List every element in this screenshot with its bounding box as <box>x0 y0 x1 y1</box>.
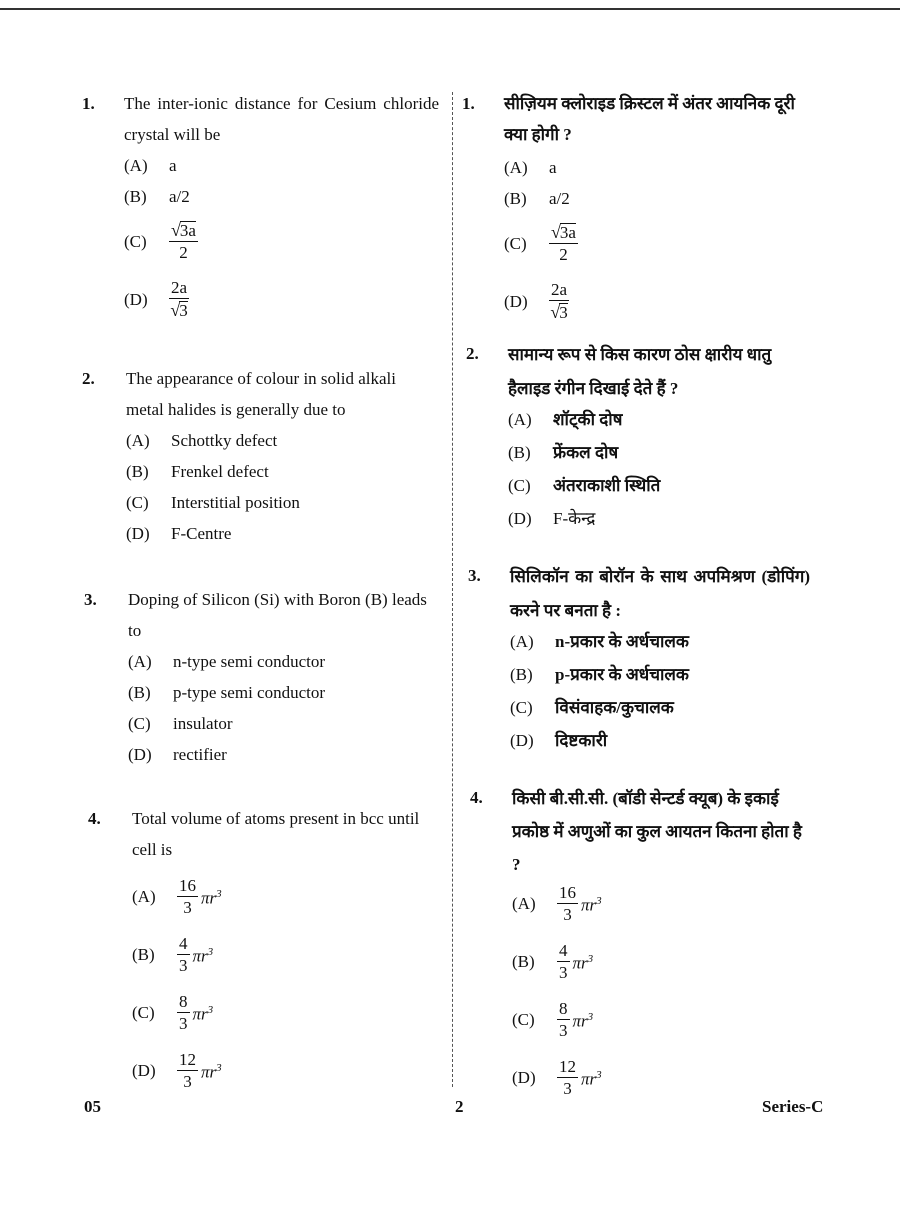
denominator: 3 <box>559 1020 568 1040</box>
pi-r: $\pi r^3$ <box>581 1068 602 1089</box>
option-label: (C) <box>132 1002 155 1022</box>
option-c[interactable] <box>126 487 300 518</box>
option-a[interactable] <box>512 874 602 932</box>
denominator: 2 <box>559 245 568 264</box>
fraction <box>177 935 190 974</box>
option-a[interactable] <box>508 404 660 437</box>
question-number: 3. <box>468 566 481 585</box>
option-label: (B) <box>128 683 151 702</box>
option-c[interactable] <box>128 708 325 739</box>
option-b[interactable] <box>132 925 222 983</box>
option-c[interactable] <box>512 990 602 1048</box>
fraction: 2a √ 3 <box>550 280 568 322</box>
question-number: 2. <box>82 369 95 388</box>
option-label: (A) <box>126 431 150 450</box>
option-d[interactable] <box>124 270 198 328</box>
numerator: 3a <box>559 223 576 242</box>
numerator: 3a <box>179 221 196 240</box>
series-label: Series-C <box>762 1097 824 1116</box>
option-a[interactable] <box>504 152 578 183</box>
option-text: rectifier <box>173 745 227 764</box>
denominator: 3 <box>183 897 192 917</box>
option-label: (C) <box>508 476 531 495</box>
denominator: 3 <box>183 1071 192 1091</box>
pi-r: $\pi r^3$ <box>572 952 594 973</box>
option-text: शॉट्की दोष <box>553 410 623 429</box>
option-d[interactable] <box>128 739 325 770</box>
option-label: (B) <box>510 665 533 684</box>
option-text: a/2 <box>549 189 570 208</box>
numerator: 4 <box>179 933 188 953</box>
option-a[interactable] <box>124 150 198 181</box>
numerator: 12 <box>559 1056 576 1076</box>
pi-r: $\pi r^3$ <box>201 887 222 908</box>
numerator: 16 <box>179 875 196 895</box>
top-rule <box>0 8 900 10</box>
option-b[interactable] <box>512 932 602 990</box>
options <box>504 152 578 330</box>
option-c[interactable] <box>504 214 578 272</box>
option-label: (B) <box>132 944 155 964</box>
option-label: (B) <box>504 189 527 208</box>
question-number: 3. <box>84 590 97 609</box>
option-c[interactable] <box>510 692 689 725</box>
option-b[interactable] <box>126 456 300 487</box>
option-text: Frenkel defect <box>171 462 269 481</box>
options <box>124 150 198 328</box>
option-d[interactable] <box>132 1041 222 1099</box>
option-a[interactable] <box>132 867 222 925</box>
numerator: 16 <box>559 882 576 902</box>
options <box>512 874 602 1106</box>
option-text: Interstitial position <box>171 493 300 512</box>
option-label: (A) <box>132 886 156 906</box>
option-text: insulator <box>173 714 233 733</box>
denominator: 3 <box>563 904 572 924</box>
option-d[interactable] <box>512 1048 602 1106</box>
fraction <box>557 942 570 981</box>
option-label: (A) <box>124 156 148 175</box>
option-text: फ्रेंकल दोष <box>553 443 619 462</box>
option-text: विसंवाहक/कुचालक <box>555 698 674 717</box>
option-label: (B) <box>126 462 149 481</box>
option-label: (C) <box>504 233 527 253</box>
column-divider <box>452 92 453 1087</box>
fraction <box>177 877 198 916</box>
denominator: 3 <box>559 303 568 322</box>
option-label: (B) <box>512 951 535 971</box>
question-text: सीज़ियम क्लोराइड क्रिस्टल में अंतर आयनिक दूरी क्या होगी ? <box>504 94 795 144</box>
option-label: (D) <box>510 731 534 750</box>
fraction <box>557 1058 578 1097</box>
option-text: n-type semi conductor <box>173 652 326 671</box>
option-text: n-प्रकार के अर्धचालक <box>555 632 689 651</box>
option-text: Schottky defect <box>171 431 278 450</box>
option-d[interactable] <box>510 725 689 758</box>
fraction: √ 3a 2 <box>551 222 576 264</box>
pi-r: $\pi r^3$ <box>201 1061 222 1082</box>
option-text: a <box>169 156 177 175</box>
option-label: (D) <box>512 1067 536 1087</box>
option-text: F-Centre <box>171 524 232 543</box>
options <box>128 646 325 770</box>
option-label: (D) <box>124 289 148 309</box>
option-label: (B) <box>124 187 147 206</box>
option-text: p-प्रकार के अर्धचालक <box>555 665 689 684</box>
option-text: a <box>549 158 557 177</box>
option-label: (C) <box>128 714 151 733</box>
question-text: Total volume of atoms present in bcc until cell is <box>132 809 420 859</box>
question-text: किसी बी.सी.सी. (बॉडी सेन्टर्ड क्यूब) के इकाई प्रकोष्ठ में अणुओं का कुल आयतन कितना होता है ? <box>512 789 802 874</box>
fraction <box>557 1000 570 1039</box>
option-d[interactable] <box>508 503 660 536</box>
numerator: 8 <box>179 991 188 1011</box>
question-text: सामान्य रूप से किस कारण ठोस क्षारीय धातु हैलाइड रंगीन दिखाई देते हैं ? <box>508 345 772 398</box>
option-b[interactable] <box>128 677 325 708</box>
option-label: (C) <box>512 1009 535 1029</box>
option-a[interactable] <box>126 425 300 456</box>
option-text: F-केन्द्र <box>553 509 596 528</box>
options <box>132 867 222 1099</box>
option-b[interactable] <box>510 659 689 692</box>
options <box>510 626 689 758</box>
option-text: p-type semi conductor <box>173 683 326 702</box>
option-label: (A) <box>508 410 532 429</box>
option-text: अंतराकाशी स्थिति <box>553 476 661 495</box>
question-text: The inter-ionic distance for Cesium chloride crystal will be <box>124 94 439 144</box>
booklet-code: 05 <box>84 1097 101 1116</box>
denominator: 2 <box>179 243 188 262</box>
option-label: (D) <box>128 745 152 764</box>
option-b[interactable] <box>124 181 198 212</box>
option-label: (A) <box>128 652 152 671</box>
question-number: 1. <box>82 94 95 113</box>
fraction <box>177 1051 198 1090</box>
option-label: (C) <box>126 493 149 512</box>
option-label: (A) <box>510 632 534 651</box>
question-text: सिलिकॉन का बोरॉन के साथ अपमिश्रण (डोपिंग) करने पर बनता है : <box>510 567 810 620</box>
denominator: 3 <box>179 1013 188 1033</box>
fraction: 2a √ 3 <box>170 278 188 320</box>
question-number: 1. <box>462 94 475 113</box>
question-number: 4. <box>88 809 101 828</box>
pi-r: $\pi r^3$ <box>581 894 602 915</box>
question-text: Doping of Silicon (Si) with Boron (B) leads to <box>128 590 427 640</box>
fraction: √ 3a 2 <box>171 220 196 262</box>
option-label: (B) <box>508 443 531 462</box>
denominator: 3 <box>179 301 188 320</box>
option-label: (D) <box>126 524 150 543</box>
option-a[interactable] <box>510 626 689 659</box>
option-text: a/2 <box>169 187 190 206</box>
question-number: 4. <box>470 788 483 807</box>
option-label: (C) <box>510 698 533 717</box>
option-a[interactable] <box>128 646 325 677</box>
option-c[interactable] <box>124 212 198 270</box>
options <box>126 425 300 549</box>
numerator: 2a <box>171 278 188 297</box>
option-c[interactable] <box>132 983 222 1041</box>
numerator: 2a <box>551 280 568 299</box>
question-text: The appearance of colour in solid alkali metal halides is generally due to <box>126 369 396 419</box>
denominator: 3 <box>559 962 568 982</box>
denominator: 3 <box>179 955 188 975</box>
question-number: 2. <box>466 344 479 363</box>
fraction <box>177 993 190 1032</box>
numerator: 4 <box>559 940 568 960</box>
option-text: दिष्टकारी <box>555 731 608 750</box>
denominator: 3 <box>563 1078 572 1098</box>
option-label: (C) <box>124 231 147 251</box>
option-d[interactable] <box>126 518 300 549</box>
pi-r: $\pi r^3$ <box>192 945 214 966</box>
page-number: 2 <box>455 1097 464 1116</box>
numerator: 12 <box>179 1049 196 1069</box>
option-label: (D) <box>504 291 528 311</box>
pi-r: $\pi r^3$ <box>572 1010 594 1031</box>
option-label: (D) <box>132 1060 156 1080</box>
option-label: (A) <box>504 158 528 177</box>
option-b[interactable] <box>508 437 660 470</box>
option-d[interactable] <box>504 272 578 330</box>
option-label: (D) <box>508 509 532 528</box>
option-c[interactable] <box>508 470 660 503</box>
numerator: 8 <box>559 998 568 1018</box>
pi-r: $\pi r^3$ <box>192 1003 214 1024</box>
option-label: (A) <box>512 893 536 913</box>
option-b[interactable] <box>504 183 578 214</box>
options <box>508 404 660 536</box>
fraction <box>557 884 578 923</box>
